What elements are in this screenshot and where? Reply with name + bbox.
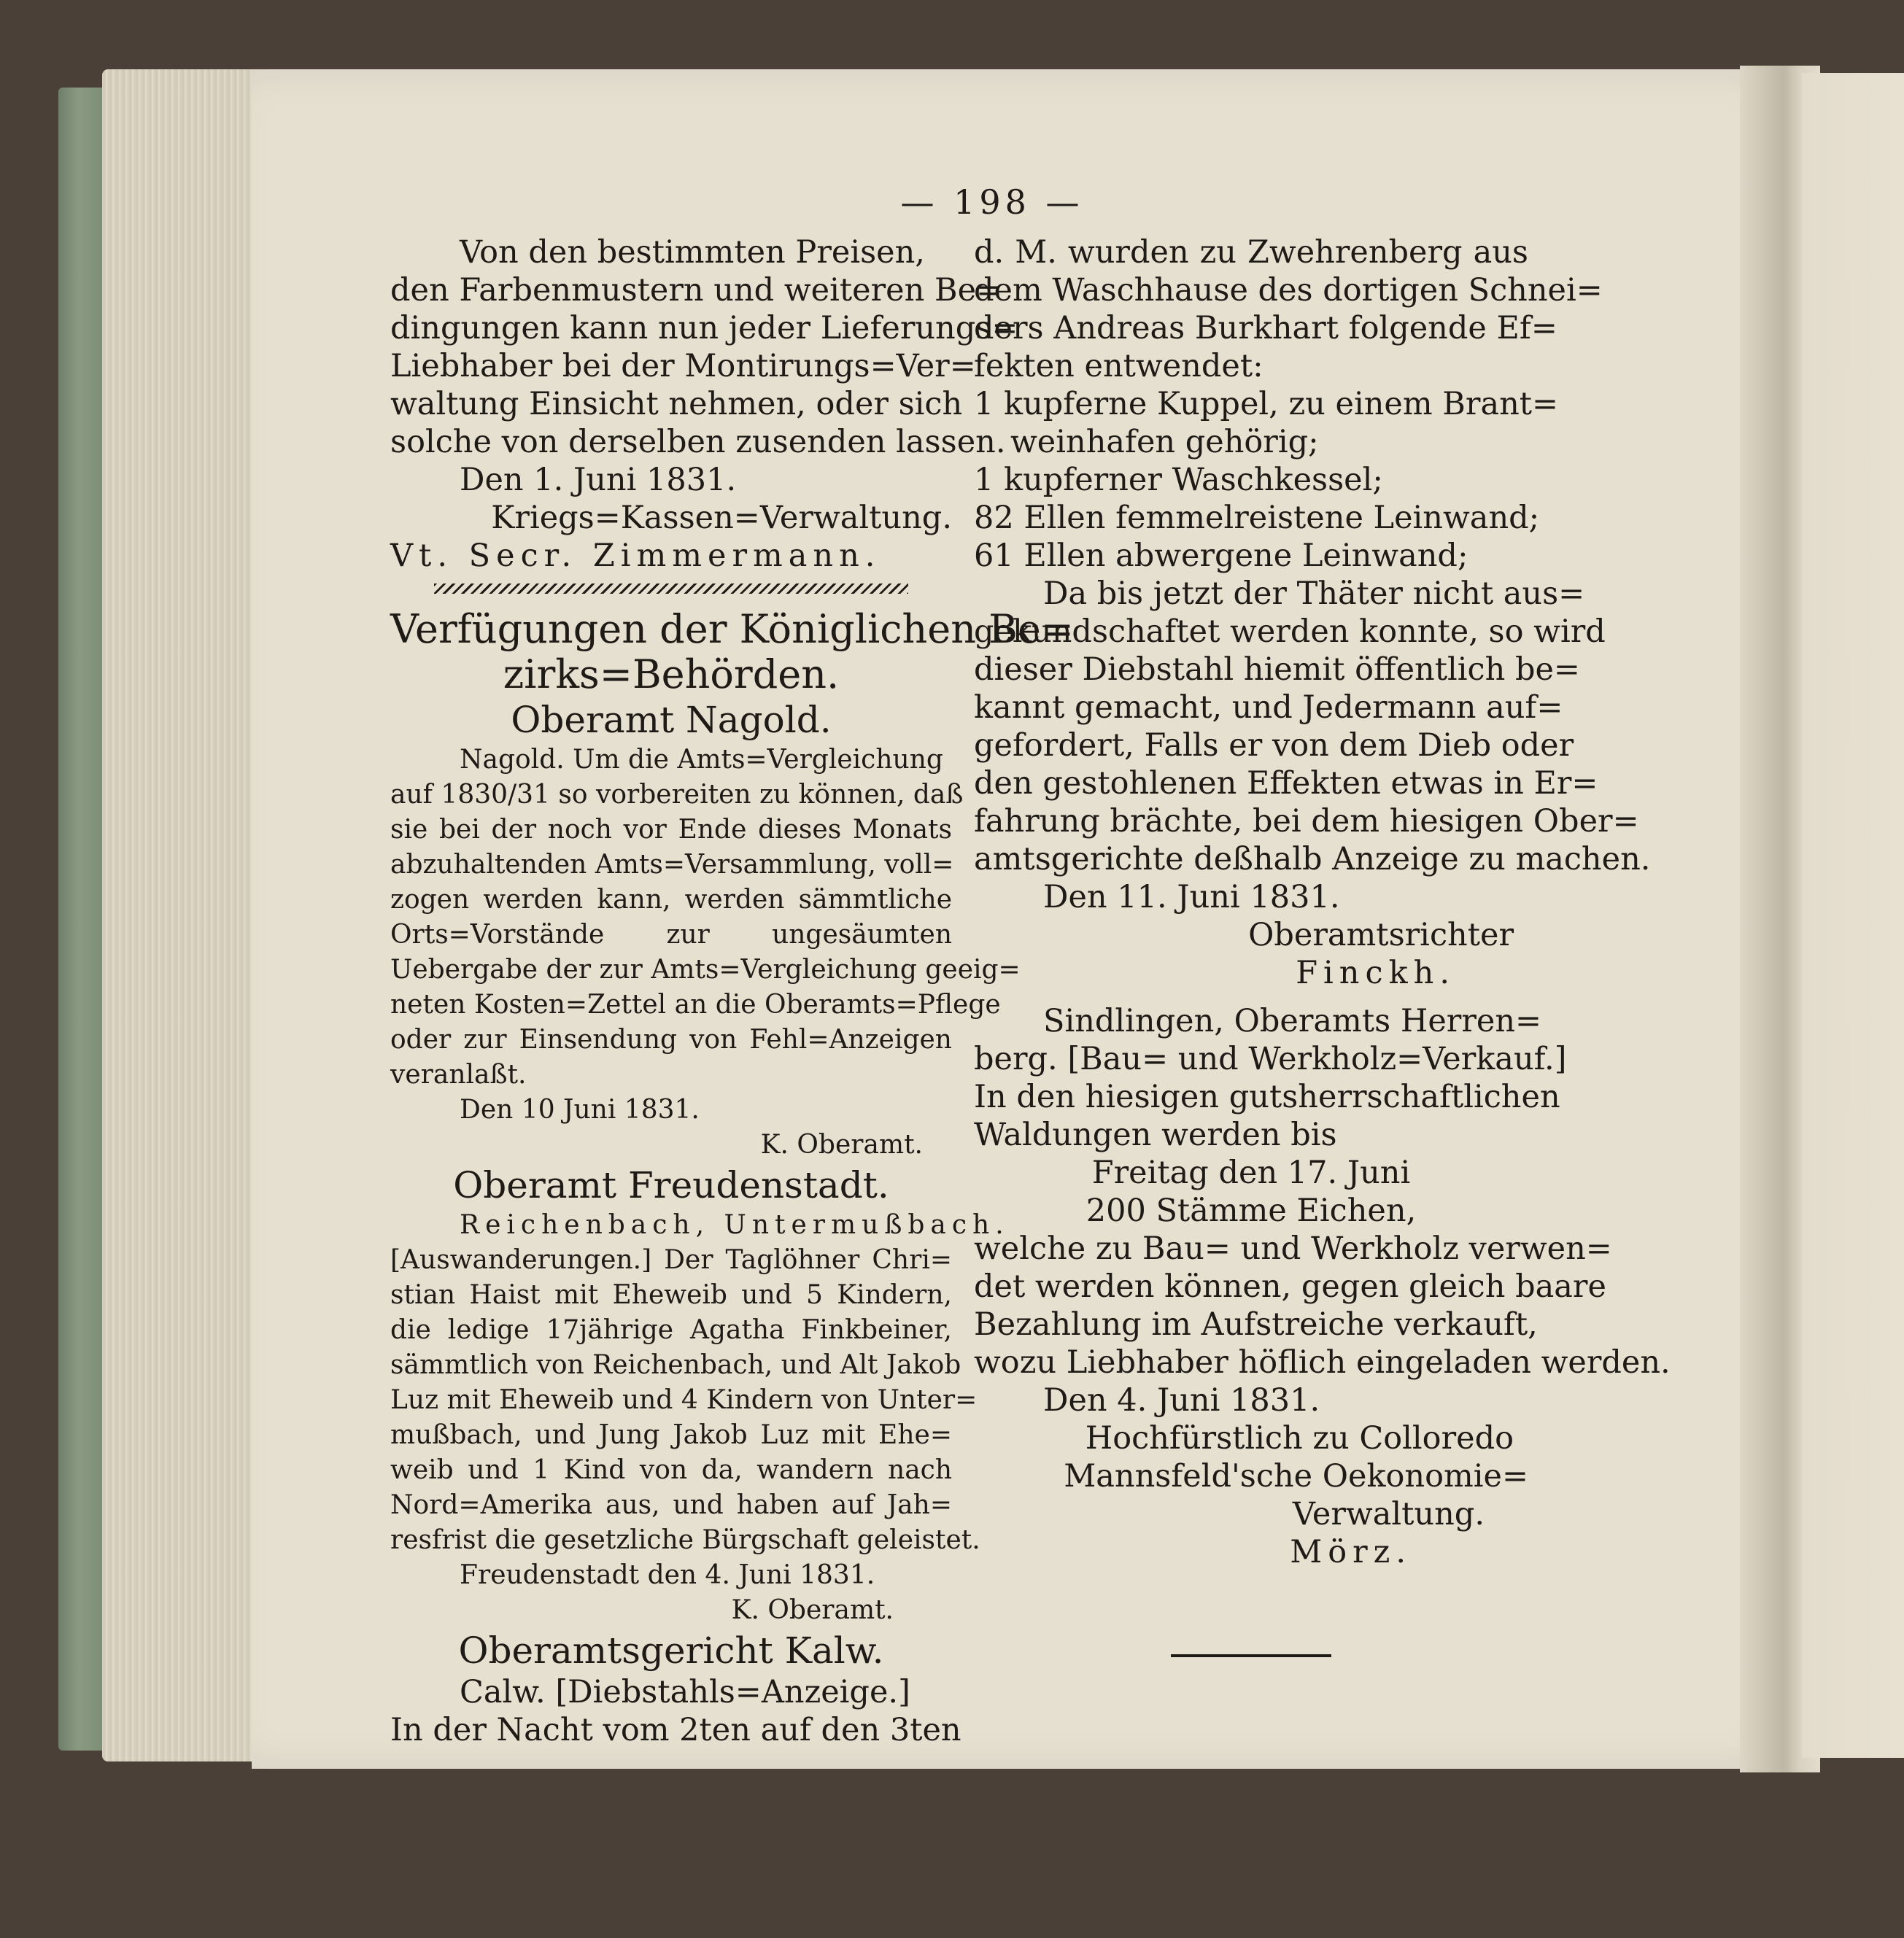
section-heading: Verfügungen der Königlichen Be= <box>390 606 1075 652</box>
notice-name: Vt. Secr. Zimmermann. <box>390 538 881 574</box>
text-line: In den hiesigen gutsherrschaftlichen <box>974 1079 1560 1115</box>
text-line: oder zur Einsendung von Fehl=Anzeigen <box>390 1025 952 1055</box>
text-line: ders Andreas Burkhart folgende Ef= <box>974 310 1557 346</box>
text-line: resfrist die gesetzliche Bürgschaft geleistet. <box>390 1525 980 1555</box>
text-line: welche zu Bau= und Werkholz verwen= <box>974 1230 1612 1267</box>
text-line: Nord=Amerika aus, und haben auf Jah= <box>390 1490 952 1520</box>
text-line: Orts=Vorstände zur ungesäumten <box>390 920 952 950</box>
end-rule <box>1171 1654 1331 1657</box>
page-number: — 198 — <box>900 182 1084 222</box>
notice-date: Den 10 Juni 1831. <box>460 1095 700 1125</box>
text-line: kannt gemacht, und Jedermann auf= <box>974 689 1563 726</box>
text-line: amtsgerichte deßhalb Anzeige zu machen. <box>974 841 1651 877</box>
text-line: stian Haist mit Eheweib und 5 Kindern, <box>390 1280 952 1310</box>
text-line: gefordert, Falls er von dem Dieb oder <box>974 727 1574 764</box>
text-line: auf 1830/31 so vorbereiten zu können, daß <box>390 780 964 810</box>
page-edges <box>102 69 270 1761</box>
right-column <box>974 233 1671 1571</box>
stolen-items-list <box>974 385 1559 575</box>
notice-nagold <box>390 743 1021 1163</box>
text-line: dem Waschhause des dortigen Schnei= <box>974 272 1603 309</box>
notice-signer: Mannsfeld'sche Oekonomie= <box>1064 1458 1528 1495</box>
text-line: weib und 1 Kind von da, wandern nach <box>390 1455 952 1485</box>
notice-date: Den 11. Juni 1831. <box>1043 879 1340 915</box>
notice-kalw-body <box>974 575 1651 992</box>
text-line: abzuhaltenden Amts=Versammlung, voll= <box>390 850 954 880</box>
notice-signer: Oberamtsrichter <box>1248 917 1514 953</box>
text-line: Von den bestimmten Preisen, <box>460 234 925 271</box>
text-line: waltung Einsicht nehmen, oder sich <box>390 386 963 422</box>
list-item: weinhafen gehörig; <box>1010 424 1319 460</box>
notice-name: Mörz. <box>1290 1534 1412 1570</box>
text-line: In der Nacht vom 2ten auf den 3ten <box>390 1712 961 1748</box>
notice-kalw <box>390 1673 961 1749</box>
text-line: dieser Diebstahl hiemit öffentlich be= <box>974 651 1580 688</box>
text-line: sie bei der noch vor Ende dieses Monats <box>390 815 952 845</box>
notice-signer: K. Oberamt. <box>760 1130 923 1160</box>
list-item: 1 kupferne Kuppel, zu einem Brant= <box>974 386 1559 422</box>
notice-signer: K. Oberamt. <box>731 1595 894 1625</box>
district-heading: Oberamtsgericht Kalw. <box>458 1629 884 1672</box>
text-line: Da bis jetzt der Thäter nicht aus= <box>1043 575 1585 612</box>
notice-signer: Hochfürstlich zu Colloredo <box>1085 1420 1514 1457</box>
text-line: Uebergabe der zur Amts=Vergleichung geeig= <box>390 955 1021 985</box>
section-heading: zirks=Behörden. <box>503 651 840 697</box>
text-line: fahrung brächte, bei dem hiesigen Ober= <box>974 803 1639 840</box>
text-line: gekundschaftet werden konnte, so wird <box>974 613 1606 650</box>
text-line: [Auswanderungen.] Der Taglöhner Chri= <box>390 1245 952 1275</box>
text-line: den gestohlenen Effekten etwas in Er= <box>974 765 1598 802</box>
notice-date: Den 1. Juni 1831. <box>460 462 737 498</box>
ornamental-divider <box>434 584 908 594</box>
text-line: d. M. wurden zu Zwehrenberg aus <box>974 234 1528 271</box>
notice-signer: Kriegs=Kassen=Verwaltung. <box>491 500 952 536</box>
text-line: Nagold. Um die Amts=Vergleichung <box>460 745 943 775</box>
text-line: neten Kosten=Zettel an die Oberamts=Pflege <box>390 990 1001 1020</box>
notice-sindlingen <box>974 1002 1671 1571</box>
text-line: sämmtlich von Reichenbach, und Alt Jakob <box>390 1350 961 1380</box>
notice-date: Den 4. Juni 1831. <box>1043 1382 1320 1419</box>
text-line: berg. [Bau= und Werkholz=Verkauf.] <box>974 1041 1567 1077</box>
text-line: Waldungen werden bis <box>974 1117 1337 1153</box>
text-line: Sindlingen, Oberamts Herren= <box>1043 1003 1542 1039</box>
text-line: Liebhaber bei der Montirungs=Ver= <box>390 348 976 384</box>
text-line: Calw. [Diebstahls=Anzeige.] <box>460 1674 910 1710</box>
text-line: die ledige 17jährige Agatha Finkbeiner, <box>390 1315 952 1345</box>
text-line: fekten entwendet: <box>974 348 1263 384</box>
facing-page <box>1802 73 1904 1758</box>
notice-date: Freudenstadt den 4. Juni 1831. <box>460 1560 875 1590</box>
notice-montirung <box>390 233 1018 575</box>
text-line: dingungen kann nun jeder Lieferungs= <box>390 310 1018 346</box>
district-heading: Oberamt Nagold. <box>511 699 832 741</box>
text-line: det werden können, gegen gleich baare <box>974 1268 1606 1305</box>
text-line: Bezahlung im Aufstreiche verkauft, <box>974 1306 1538 1343</box>
notice-kalw-continued <box>974 233 1603 385</box>
notice-name: Finckh. <box>1296 955 1455 991</box>
text-line: Luz mit Eheweib und 4 Kindern von Unter= <box>390 1385 978 1415</box>
text-line: mußbach, und Jung Jakob Luz mit Ehe= <box>390 1420 952 1450</box>
list-item: 82 Ellen femmelreistene Leinwand; <box>974 500 1540 536</box>
text-line: Reichenbach, Untermußbach. <box>460 1210 1010 1240</box>
text-line: solche von derselben zusenden lassen. <box>390 424 1006 460</box>
notice-signer: Verwaltung. <box>1292 1496 1485 1532</box>
text-line: zogen werden kann, werden sämmtliche <box>390 885 952 915</box>
text-line: den Farbenmustern und weiteren Be= <box>390 272 1003 309</box>
text-line: veranlaßt. <box>390 1060 527 1090</box>
sale-date: Freitag den 17. Juni <box>1091 1155 1411 1191</box>
district-heading: Oberamt Freudenstadt. <box>453 1164 889 1206</box>
list-item: 1 kupferner Waschkessel; <box>974 462 1383 498</box>
list-item: 61 Ellen abwergene Leinwand; <box>974 538 1468 574</box>
sale-amount: 200 Stämme Eichen, <box>1085 1193 1417 1229</box>
notice-freudenstadt <box>390 1208 1010 1628</box>
left-column <box>390 233 1075 1749</box>
text-line: wozu Liebhaber höflich eingeladen werden. <box>974 1344 1671 1381</box>
